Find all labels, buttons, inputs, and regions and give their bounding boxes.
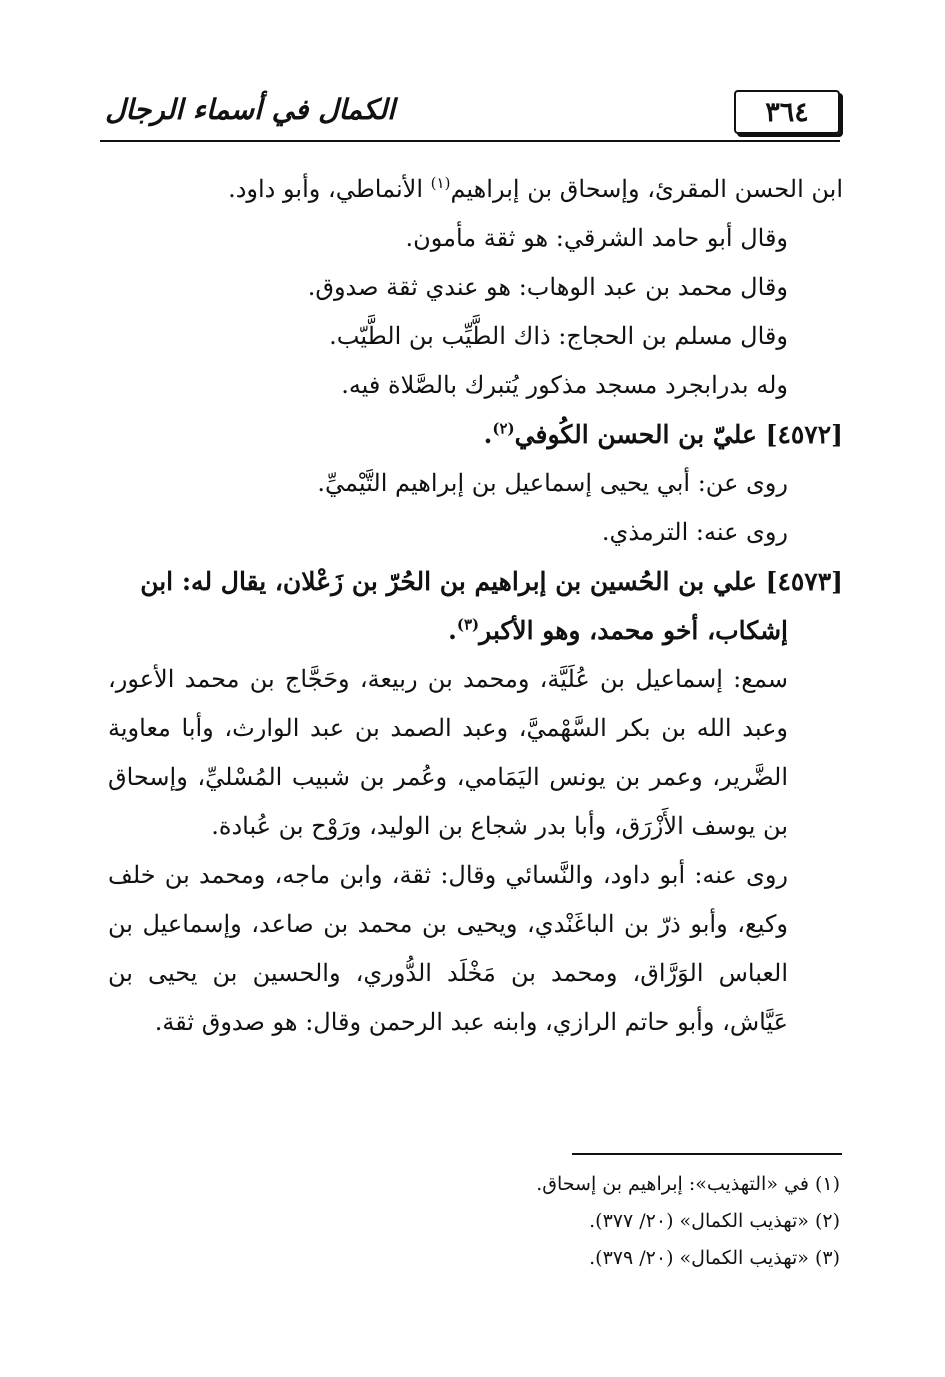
footnote-ref: (١) bbox=[430, 174, 451, 192]
paragraph bbox=[108, 165, 843, 214]
page-header bbox=[100, 82, 840, 144]
book-title: الكمال في أسماء الرجال bbox=[105, 93, 395, 126]
paragraph: روى عنه: الترمذي. bbox=[601, 518, 788, 546]
paragraph: وقال مسلم بن الحجاج: ذاك الطَّيِّب بن الطَّيّب. bbox=[329, 322, 788, 350]
page-number: ٣٦٤ bbox=[734, 90, 840, 134]
paragraph: سمع: إسماعيل بن عُلَيَّة، ومحمد بن ربيعة، وحَجَّاج بن محمد الأعور، وعبد الله بن بكر السَّهْميَّ، وعبد الصمد بن عبد الوارث، وأبا معاوية الضَّرير، وعمر بن يونس اليَمَامي، وعُمر بن شبيب المُسْليِّ، وإسحاق بن يوسف الأَزْرَق، وأبا بدر شجاع بن الوليد، ورَوْح بن عُبادة. bbox=[108, 665, 788, 840]
entry-heading-continued bbox=[108, 606, 843, 655]
entry-heading bbox=[108, 410, 843, 459]
text: . bbox=[448, 616, 457, 645]
footnote-ref: (٣) bbox=[456, 615, 480, 634]
paragraph: وقال أبو حامد الشرقي: هو ثقة مأمون. bbox=[405, 224, 788, 252]
text: ابن الحسن المقرئ، وإسحاق بن إبراهيم bbox=[450, 175, 843, 203]
paragraph: وقال محمد بن عبد الوهاب: هو عندي ثقة صدوق. bbox=[307, 273, 788, 301]
paragraph: روى عنه: أبو داود، والنَّسائي وقال: ثقة، وابن ماجه، ومحمد بن خلف وكيع، وأبو ذرّ بن الباغَنْدي، ويحيى بن محمد بن صاعد، وإسماعيل بن العباس الوَرَّاق، ومحمد بن مَخْلَد الدُّوري، والحسين بن يحيى بن عَيَّاش، وأبو حاتم الرازي، وابنه عبد الرحمن وقال: هو صدوق ثقة. bbox=[108, 861, 788, 1036]
paragraph: وله بدرابجرد مسجد مذكور يُتبرك بالصَّلاة فيه. bbox=[341, 371, 788, 399]
main-text bbox=[108, 165, 843, 1047]
footnote-rule bbox=[572, 1153, 842, 1155]
footnote-ref: (٢) bbox=[492, 419, 515, 438]
text: . bbox=[483, 420, 493, 449]
entry-heading: [٤٥٧٣] علي بن الحُسين بن إبراهيم بن الحُرّ بن زَعْلان، يقال له: ابن bbox=[140, 567, 843, 596]
entry-title: [٤٥٧٢] عليّ بن الحسن الكُوفي bbox=[514, 420, 843, 449]
header-rule bbox=[100, 140, 840, 142]
footnote: (٢) «تهذيب الكمال» (٢٠/ ٣٧٧). bbox=[589, 1210, 840, 1232]
text: الأنماطي، وأبو داود. bbox=[228, 175, 431, 203]
entry-title: إشكاب، أخو محمد، وهو الأكبر bbox=[479, 616, 788, 645]
footnotes bbox=[400, 1166, 840, 1277]
paragraph: روى عن: أبي يحيى إسماعيل بن إبراهيم التَّيْميِّ. bbox=[317, 469, 788, 497]
footnote: (٣) «تهذيب الكمال» (٢٠/ ٣٧٩). bbox=[589, 1247, 840, 1269]
footnote: (١) في «التهذيب»: إبراهيم بن إسحاق. bbox=[536, 1173, 840, 1195]
